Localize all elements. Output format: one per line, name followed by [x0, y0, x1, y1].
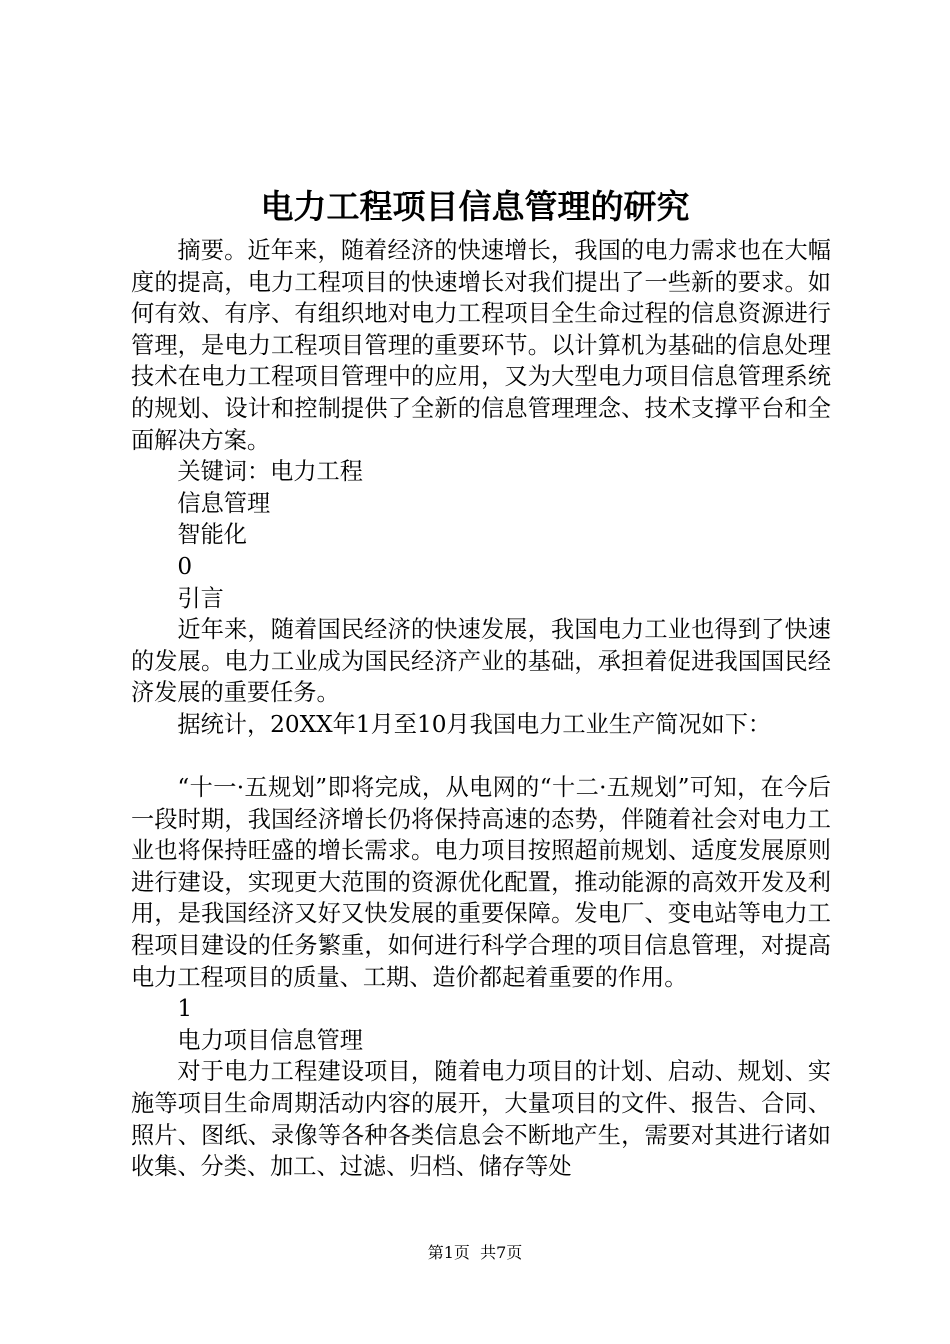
keyword-item: 智能化 — [177, 521, 247, 549]
keywords-line: 关键词：电力工程 — [177, 458, 363, 486]
section-heading: 引言 — [177, 584, 224, 612]
body-paragraph: 近年来，随着国民经济的快速发展，我国电力工业也得到了快速的发展。电力工业成为国民经济产业的基础，承担着促进我国国民经济发展的重要任务。 — [131, 616, 831, 707]
body-paragraph: 据统计，20XX年1月至10月我国电力工业生产简况如下： — [177, 710, 772, 738]
document-title: 电力工程项目信息管理的研究 — [260, 187, 690, 226]
section-number: 0 — [177, 552, 193, 580]
document-body — [131, 235, 831, 1183]
section-heading: 电力项目信息管理 — [177, 1026, 363, 1054]
section-number: 1 — [177, 995, 193, 1023]
page-footer — [0, 1242, 950, 1264]
page-number: 第1页 共7页 — [427, 1243, 523, 1262]
body-paragraph: “十一·五规划”即将完成，从电网的“十二·五规划”可知，在今后一段时期，我国经济增长仍将保持高速的态势，伴随着社会对电力工业也将保持旺盛的增长需求。电力项目按照超前规划、适度发展原则进行建设，实现更大范围的资源优化配置，推动能源的高效开发及利用，是我国经济又好又快发展的重要保障。发电厂、变电站等电力工程项目建设的任务繁重，如何进行科学合理的项目信息管理，对提高电力工程项目的质量、工期、造价都起着重要的作用。 — [131, 774, 831, 991]
abstract-paragraph: 摘要。近年来，随着经济的快速增长，我国的电力需求也在大幅度的提高，电力工程项目的快速增长对我们提出了一些新的要求。如何有效、有序、有组织地对电力工程项目全生命过程的信息资源进行管理，是电力工程项目管理的重要环节。以计算机为基础的信息处理技术在电力工程项目管理中的应用，又为大型电力项目信息管理系统的规划、设计和控制提供了全新的信息管理理念、技术支撑平台和全面解决方案。 — [131, 237, 831, 454]
blank-line — [131, 741, 831, 773]
body-paragraph: 对于电力工程建设项目，随着电力项目的计划、启动、规划、实施等项目生命周期活动内容的展开，大量项目的文件、报告、合同、照片、图纸、录像等各种各类信息会不断地产生，需要对其进行诸如收集、分类、加工、过滤、归档、储存等处 — [131, 1058, 831, 1181]
keyword-item: 信息管理 — [177, 489, 271, 517]
